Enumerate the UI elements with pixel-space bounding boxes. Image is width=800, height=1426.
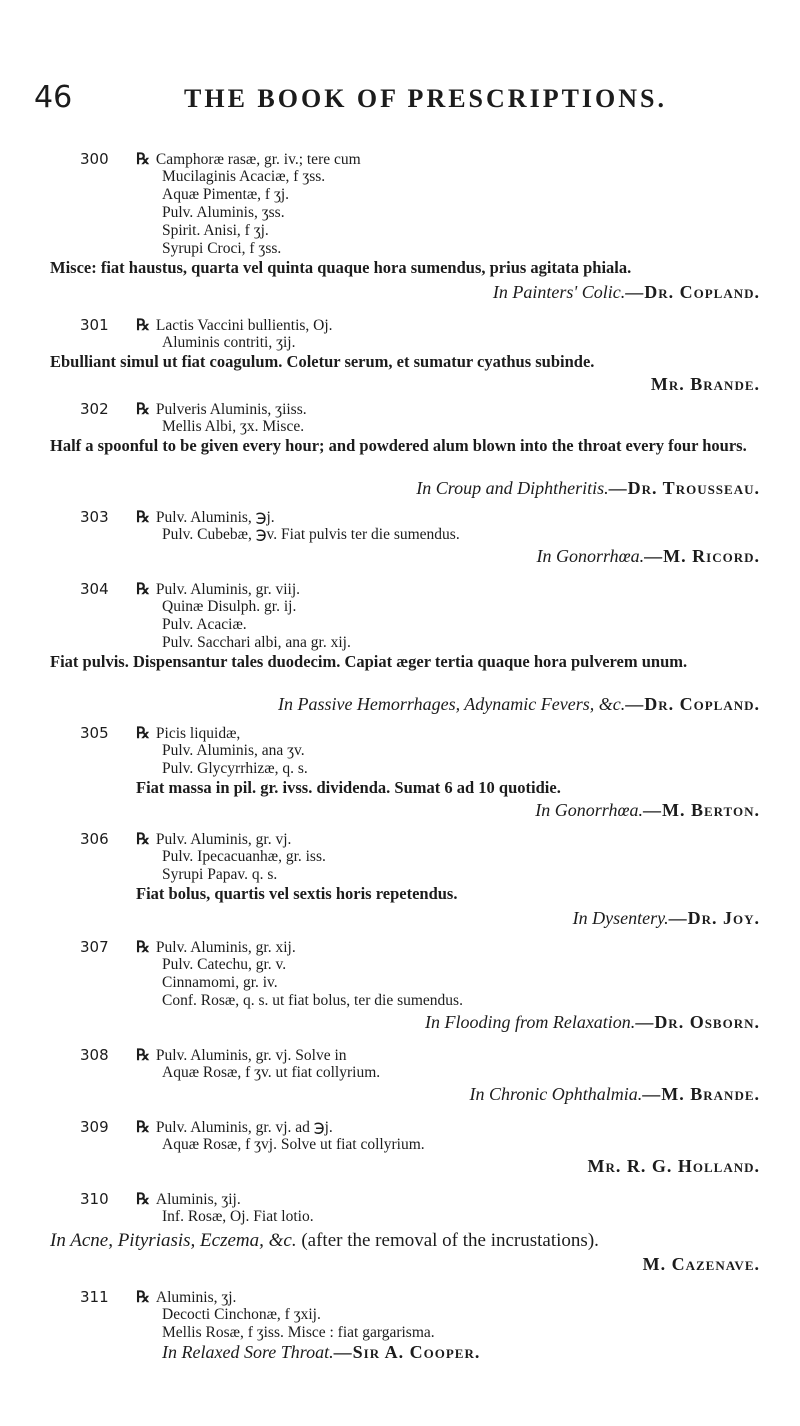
rx-symbol: ℞: [136, 579, 150, 598]
prescription-number: 308: [80, 1046, 109, 1064]
page-header: [34, 80, 760, 114]
attribution: [588, 1156, 761, 1177]
ingredient-line: Spirit. Anisi, f ʒj.: [162, 222, 269, 239]
author: —M. Ricord.: [644, 546, 760, 566]
ingredient-line: Mellis Albi, ʒx. Misce.: [162, 418, 305, 435]
running-title: THE BOOK OF PRESCRIPTIONS.: [184, 84, 667, 113]
ingredient-line: ℞ Camphoræ rasæ, gr. iv.; tere cum: [136, 149, 361, 168]
attribution: [162, 1342, 480, 1363]
attribution: [278, 694, 760, 715]
author: —M. Berton.: [642, 800, 760, 820]
author: —Dr. Copland.: [625, 282, 760, 302]
ingredient-line: Pulv. Ipecacuanhæ, gr. iss.: [162, 848, 326, 865]
ingredient-line: Quinæ Disulph. gr. ij.: [162, 598, 297, 615]
directions: Ebulliant simul ut fiat coagulum. Coletur serum, et sumatur cyathus subinde.: [50, 352, 595, 371]
rx-symbol: ℞: [136, 149, 150, 168]
rx-symbol: ℞: [136, 723, 150, 742]
ingredient-line: Aluminis contriti, ʒij.: [162, 334, 296, 351]
ingredient-line: Pulv. Glycyrrhizæ, q. s.: [162, 760, 308, 777]
ingredient-line: ℞ Pulv. Aluminis, ℈j.: [136, 507, 275, 526]
ingredient-line: Mucilaginis Acaciæ, f ʒss.: [162, 168, 326, 185]
prescription-number: 303: [80, 508, 109, 526]
rx-symbol: ℞: [136, 829, 150, 848]
ingredient-line: ℞ Picis liquidæ,: [136, 723, 241, 742]
ingredient-line: ℞ Aluminis, ʒij.: [136, 1189, 241, 1208]
ingredient-line: Cinnamomi, gr. iv.: [162, 974, 278, 991]
prescription-number: 302: [80, 400, 109, 418]
ingredient-line: ℞ Lactis Vaccini bullientis, Oj.: [136, 315, 333, 334]
prescription-number: 309: [80, 1118, 109, 1136]
ingredient-line: Aquæ Rosæ, f ʒv. ut fiat collyrium.: [162, 1064, 381, 1081]
ingredient-line: Pulv. Sacchari albi, ana gr. xij.: [162, 634, 351, 651]
indication: In Chronic Ophthalmia.: [469, 1084, 643, 1104]
ingredient-line: Mellis Rosæ, f ʒiss. Misce : fiat gargarisma.: [162, 1324, 435, 1341]
ingredient-line: ℞ Pulv. Aluminis, gr. viij.: [136, 579, 301, 598]
prescription-number: 307: [80, 938, 109, 956]
author: Mr. Brande.: [650, 374, 760, 394]
prescription-number: 305: [80, 724, 109, 742]
ingredient-line: Pulv. Cubebæ, ℈v. Fiat pulvis ter die sumendus.: [162, 526, 460, 543]
indication-note: (after the removal of the incrustations).: [296, 1230, 599, 1251]
rx-symbol: ℞: [136, 507, 150, 526]
attribution: [535, 800, 760, 821]
indication-line: [50, 1230, 764, 1252]
indication: In Acne, Pityriasis, Eczema, &c.: [50, 1230, 297, 1251]
ingredient-line: ℞ Pulv. Aluminis, gr. vj. ad ℈j.: [136, 1117, 333, 1136]
author: M. Cazenave.: [642, 1254, 760, 1274]
attribution: [493, 282, 760, 303]
ingredient-line: Syrupi Papav. q. s.: [162, 866, 278, 883]
indication: In Croup and Diphtheritis.: [416, 478, 609, 498]
prescription-number: 301: [80, 316, 109, 334]
author: —M. Brande.: [642, 1084, 760, 1104]
ingredient-line: Decocti Cinchonæ, f ʒxij.: [162, 1306, 321, 1323]
ingredient-line: Conf. Rosæ, q. s. ut fiat bolus, ter die sumendus.: [162, 992, 463, 1009]
indication: In Gonorrhœa.: [535, 800, 643, 820]
indication: In Painters' Colic.: [492, 282, 626, 302]
ingredient-line: Aquæ Rosæ, f ʒvj. Solve ut fiat collyrium.: [162, 1136, 425, 1153]
directions: Half a spoonful to be given every hour; and powdered alum blown into the throat every four hours.: [50, 436, 747, 455]
rx-symbol: ℞: [136, 1287, 150, 1306]
rx-symbol: ℞: [136, 1117, 150, 1136]
author: —Dr. Joy.: [668, 908, 760, 928]
attribution: [536, 546, 760, 567]
rx-symbol: ℞: [136, 1189, 150, 1208]
indication: In Gonorrhœa.: [536, 546, 645, 566]
rx-symbol: ℞: [136, 315, 150, 334]
ingredient-line: Pulv. Acaciæ.: [162, 616, 247, 633]
rx-symbol: ℞: [136, 937, 150, 956]
directions: Fiat massa in pil. gr. ivss. dividenda. Sumat 6 ad 10 quotidie.: [136, 778, 561, 797]
page-number: 46: [34, 80, 73, 115]
ingredient-line: ℞ Pulv. Aluminis, gr. vj.: [136, 829, 292, 848]
prescription-number: 306: [80, 830, 109, 848]
ingredient-line: Pulv. Aluminis, ana ʒv.: [162, 742, 305, 759]
attribution: [416, 478, 760, 499]
indication: In Passive Hemorrhages, Adynamic Fevers, &c.: [277, 694, 626, 714]
author: —Sir A. Cooper.: [333, 1342, 481, 1362]
author: —Dr. Trousseau.: [608, 478, 760, 498]
attribution: [573, 908, 760, 929]
ingredient-line: Pulv. Catechu, gr. v.: [162, 956, 287, 973]
indication: In Dysentery.: [572, 908, 669, 928]
prescription-number: 310: [80, 1190, 109, 1208]
ingredient-line: ℞ Pulv. Aluminis, gr. vj. Solve in: [136, 1045, 347, 1064]
directions: Fiat bolus, quartis vel sextis horis repetendus.: [136, 884, 458, 903]
ingredient-line: ℞ Pulveris Aluminis, ʒiiss.: [136, 399, 307, 418]
prescription-number: 300: [80, 150, 109, 168]
indication: In Flooding from Relaxation.: [425, 1012, 636, 1032]
author: —Dr. Osborn.: [635, 1012, 760, 1032]
author: —Dr. Copland.: [625, 694, 760, 714]
ingredient-line: ℞ Pulv. Aluminis, gr. xij.: [136, 937, 296, 956]
author: Mr. R. G. Holland.: [587, 1156, 760, 1176]
attribution: [425, 1012, 760, 1033]
attribution: [469, 1084, 760, 1105]
attribution: [651, 374, 760, 395]
ingredient-line: Pulv. Aluminis, ʒss.: [162, 204, 285, 221]
prescription-number: 311: [80, 1288, 109, 1306]
directions: Misce: fiat haustus, quarta vel quinta quaque hora sumendus, prius agitata phiala.: [50, 258, 632, 277]
ingredient-line: ℞ Aluminis, ʒj.: [136, 1287, 237, 1306]
ingredient-line: Syrupi Croci, f ʒss.: [162, 240, 282, 257]
rx-symbol: ℞: [136, 1045, 150, 1064]
ingredient-line: Inf. Rosæ, Oj. Fiat lotio.: [162, 1208, 314, 1225]
directions: Fiat pulvis. Dispensantur tales duodecim. Capiat æger tertia quaque hora pulverem unum.: [50, 652, 688, 671]
prescription-number: 304: [80, 580, 109, 598]
rx-symbol: ℞: [136, 399, 150, 418]
indication: In Relaxed Sore Throat.: [162, 1342, 334, 1362]
attribution: [643, 1254, 760, 1275]
ingredient-line: Aquæ Pimentæ, f ʒj.: [162, 186, 290, 203]
